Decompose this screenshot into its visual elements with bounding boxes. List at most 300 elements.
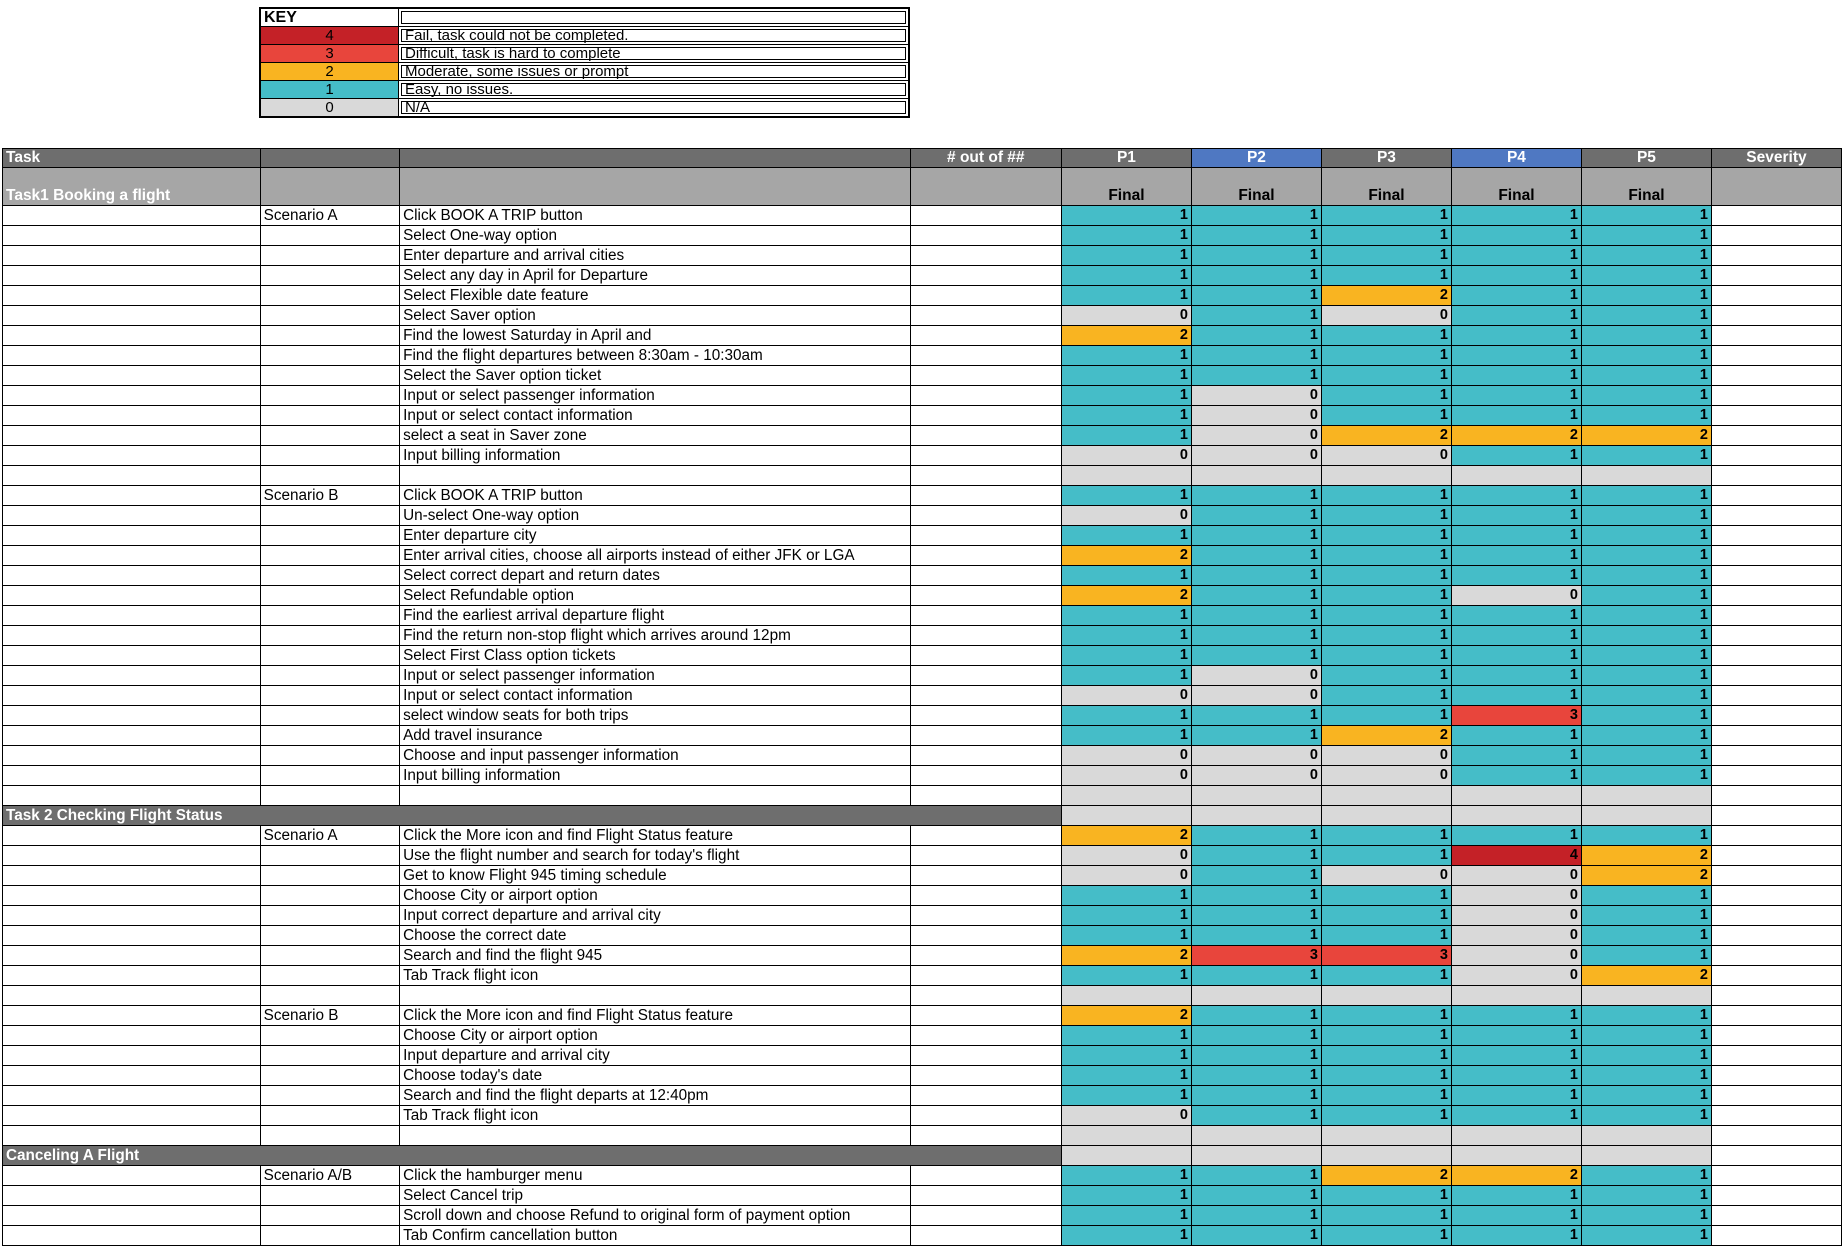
severity-cell xyxy=(1711,1206,1841,1226)
p3-score: 1 xyxy=(1321,406,1451,426)
task-cell xyxy=(3,1026,261,1046)
p1-score: 1 xyxy=(1061,366,1191,386)
scenario-label xyxy=(260,346,399,366)
blank-score-cell xyxy=(1191,1126,1321,1146)
p2-score: 0 xyxy=(1191,666,1321,686)
task-cell xyxy=(3,346,261,366)
step-label: Click the hamburger menu xyxy=(400,1166,911,1186)
p5-score: 2 xyxy=(1581,966,1711,986)
task-cell xyxy=(3,286,261,306)
p2-score: 1 xyxy=(1191,366,1321,386)
task-cell xyxy=(3,826,261,846)
p3-score: 1 xyxy=(1321,1186,1451,1206)
step-row xyxy=(3,546,1842,566)
step-label: Input or select passenger information xyxy=(400,666,911,686)
blank-cell xyxy=(400,466,911,486)
p4-score: 1 xyxy=(1451,266,1581,286)
step-row xyxy=(3,926,1842,946)
p1-score: 0 xyxy=(1061,866,1191,886)
blank-score-cell xyxy=(1451,806,1581,826)
task-cell xyxy=(3,906,261,926)
severity-cell xyxy=(1711,446,1841,466)
scenario-label xyxy=(260,926,399,946)
severity-cell xyxy=(1711,406,1841,426)
blank-score-cell xyxy=(1191,806,1321,826)
scenario-label xyxy=(260,846,399,866)
key-title-row xyxy=(260,8,909,27)
severity-cell xyxy=(1711,706,1841,726)
p1-score: 1 xyxy=(1061,1206,1191,1226)
p3-score: 1 xyxy=(1321,846,1451,866)
p4-score: 1 xyxy=(1451,406,1581,426)
spacer-row xyxy=(3,786,1842,806)
step-row xyxy=(3,1186,1842,1206)
p2-score: 0 xyxy=(1191,406,1321,426)
step-label: Input billing information xyxy=(400,446,911,466)
task-cell xyxy=(3,406,261,426)
p5-score: 1 xyxy=(1581,726,1711,746)
count-cell xyxy=(910,1026,1061,1046)
step-label: Get to know Flight 945 timing schedule xyxy=(400,866,911,886)
p1-score: 1 xyxy=(1061,526,1191,546)
scenario-label xyxy=(260,1226,399,1246)
count-cell xyxy=(910,666,1061,686)
p5-score: 1 xyxy=(1581,266,1711,286)
p4-score: 1 xyxy=(1451,1106,1581,1126)
p1-score: 0 xyxy=(1061,746,1191,766)
blank-score-cell xyxy=(1191,1146,1321,1166)
task-cell xyxy=(3,966,261,986)
p1-score: 0 xyxy=(1061,306,1191,326)
p3-score: 1 xyxy=(1321,346,1451,366)
blank-score-cell xyxy=(1061,466,1191,486)
p2-score: 1 xyxy=(1191,1086,1321,1106)
step-row xyxy=(3,866,1842,886)
p2-score: 1 xyxy=(1191,506,1321,526)
severity-cell xyxy=(1711,946,1841,966)
blank-score-cell xyxy=(1581,786,1711,806)
p5-column-header: P5 xyxy=(1581,149,1711,168)
task-cell xyxy=(3,486,261,506)
p4-score: 1 xyxy=(1451,546,1581,566)
severity-cell xyxy=(1711,366,1841,386)
key-row xyxy=(260,63,909,81)
p1-score: 1 xyxy=(1061,1026,1191,1046)
task-cell xyxy=(3,426,261,446)
count-cell xyxy=(910,1206,1061,1226)
usability-results-grid xyxy=(2,148,1842,1246)
p3-score: 1 xyxy=(1321,906,1451,926)
severity-cell xyxy=(1711,266,1841,286)
severity-cell xyxy=(1711,526,1841,546)
p3-score: 1 xyxy=(1321,606,1451,626)
p5-score: 1 xyxy=(1581,766,1711,786)
step-row xyxy=(3,1226,1842,1246)
scenario-label xyxy=(260,766,399,786)
scenario-label xyxy=(260,1046,399,1066)
p3-score: 1 xyxy=(1321,1066,1451,1086)
p1-score: 2 xyxy=(1061,1006,1191,1026)
p3-score: 0 xyxy=(1321,766,1451,786)
p3-score: 0 xyxy=(1321,746,1451,766)
step-row xyxy=(3,646,1842,666)
p3-score: 1 xyxy=(1321,386,1451,406)
p1-score: 1 xyxy=(1061,486,1191,506)
p1-column-header: P1 xyxy=(1061,149,1191,168)
p1-score: 1 xyxy=(1061,726,1191,746)
scenario-label xyxy=(260,266,399,286)
step-row xyxy=(3,266,1842,286)
step-label: Click BOOK A TRIP button xyxy=(400,206,911,226)
p1-score: 1 xyxy=(1061,346,1191,366)
p1-score: 0 xyxy=(1061,766,1191,786)
step-label: Input correct departure and arrival city xyxy=(400,906,911,926)
step-label: Choose the correct date xyxy=(400,926,911,946)
step-label: Tab Track flight icon xyxy=(400,1106,911,1126)
p4-score: 1 xyxy=(1451,1026,1581,1046)
severity-cell xyxy=(1711,826,1841,846)
p3-score: 1 xyxy=(1321,586,1451,606)
p5-final-label: Final xyxy=(1581,168,1711,206)
task-cell xyxy=(3,266,261,286)
p5-score: 1 xyxy=(1581,306,1711,326)
p4-score: 0 xyxy=(1451,866,1581,886)
count-cell xyxy=(910,606,1061,626)
step-label: Select correct depart and return dates xyxy=(400,566,911,586)
task-section-row xyxy=(3,806,1842,826)
severity-cell xyxy=(1711,966,1841,986)
blank-cell xyxy=(260,1126,399,1146)
severity-cell xyxy=(1711,426,1841,446)
step-label: Input or select passenger information xyxy=(400,386,911,406)
task-cell xyxy=(3,386,261,406)
step-row xyxy=(3,686,1842,706)
task-cell xyxy=(3,766,261,786)
p3-score: 0 xyxy=(1321,306,1451,326)
blank-score-cell xyxy=(1061,1126,1191,1146)
severity-cell xyxy=(1711,486,1841,506)
task-cell xyxy=(3,1106,261,1126)
p3-score: 1 xyxy=(1321,1106,1451,1126)
p3-score: 1 xyxy=(1321,626,1451,646)
count-cell xyxy=(910,326,1061,346)
scenario-label: Scenario A xyxy=(260,826,399,846)
scenario-label xyxy=(260,746,399,766)
column-header-row xyxy=(3,149,1842,168)
p5-score: 1 xyxy=(1581,626,1711,646)
step-label: Find the flight departures between 8:30am - 10:30am xyxy=(400,346,911,366)
step-label: Enter departure city xyxy=(400,526,911,546)
p4-score: 1 xyxy=(1451,1086,1581,1106)
p2-score: 0 xyxy=(1191,446,1321,466)
step-label: Select the Saver option ticket xyxy=(400,366,911,386)
count-cell xyxy=(910,486,1061,506)
count-cell xyxy=(910,246,1061,266)
count-cell xyxy=(910,526,1061,546)
p1-score: 1 xyxy=(1061,906,1191,926)
severity-cell xyxy=(1711,226,1841,246)
task-cell xyxy=(3,246,261,266)
p4-score: 0 xyxy=(1451,586,1581,606)
severity-cell xyxy=(1711,886,1841,906)
p4-column-header: P4 xyxy=(1451,149,1581,168)
p1-score: 1 xyxy=(1061,566,1191,586)
p4-score: 1 xyxy=(1451,666,1581,686)
key-level-description: Fail, task could not be completed. xyxy=(399,27,910,45)
p4-score: 1 xyxy=(1451,326,1581,346)
p4-score: 0 xyxy=(1451,966,1581,986)
p5-score: 1 xyxy=(1581,586,1711,606)
blank-cell xyxy=(260,466,399,486)
step-row xyxy=(3,1006,1842,1026)
severity-cell xyxy=(1711,306,1841,326)
severity-cell xyxy=(1711,666,1841,686)
step-row xyxy=(3,586,1842,606)
p3-score: 1 xyxy=(1321,966,1451,986)
scenario-label xyxy=(260,446,399,466)
severity-cell xyxy=(1711,806,1841,826)
task-cell xyxy=(3,666,261,686)
p5-score: 1 xyxy=(1581,906,1711,926)
p4-score: 1 xyxy=(1451,246,1581,266)
severity-cell xyxy=(1711,906,1841,926)
p4-score: 1 xyxy=(1451,506,1581,526)
scenario-label xyxy=(260,1206,399,1226)
step-label: Select Refundable option xyxy=(400,586,911,606)
blank-cell xyxy=(3,466,261,486)
blank-cell xyxy=(910,986,1061,1006)
p4-score: 3 xyxy=(1451,706,1581,726)
scenario-label: Scenario B xyxy=(260,1006,399,1026)
step-label: Input departure and arrival city xyxy=(400,1046,911,1066)
step-row xyxy=(3,766,1842,786)
p5-score: 1 xyxy=(1581,1006,1711,1026)
scenario-label xyxy=(260,946,399,966)
count-cell xyxy=(910,446,1061,466)
p5-score: 1 xyxy=(1581,946,1711,966)
step-row xyxy=(3,226,1842,246)
p1-score: 1 xyxy=(1061,266,1191,286)
p1-score: 1 xyxy=(1061,1066,1191,1086)
step-label: Click the More icon and find Flight Status feature xyxy=(400,826,911,846)
spacer-row xyxy=(3,1126,1842,1146)
step-label: Select First Class option tickets xyxy=(400,646,911,666)
p5-score: 1 xyxy=(1581,226,1711,246)
p1-score: 1 xyxy=(1061,226,1191,246)
step-label: Choose City or airport option xyxy=(400,886,911,906)
severity-cell xyxy=(1711,326,1841,346)
p1-score: 1 xyxy=(1061,1186,1191,1206)
p5-score: 1 xyxy=(1581,646,1711,666)
scenario-label xyxy=(260,646,399,666)
scenario-label xyxy=(260,606,399,626)
blank-score-cell xyxy=(1321,1146,1451,1166)
p5-score: 1 xyxy=(1581,1086,1711,1106)
p2-score: 1 xyxy=(1191,1166,1321,1186)
p1-score: 2 xyxy=(1061,326,1191,346)
task-cell xyxy=(3,226,261,246)
p3-score: 3 xyxy=(1321,946,1451,966)
count-cell xyxy=(910,886,1061,906)
p1-score: 1 xyxy=(1061,886,1191,906)
step-row xyxy=(3,1046,1842,1066)
scenario-label xyxy=(260,426,399,446)
count-cell xyxy=(910,506,1061,526)
p4-score: 1 xyxy=(1451,626,1581,646)
step-label: Input or select contact information xyxy=(400,686,911,706)
blank-cell xyxy=(400,786,911,806)
count-cell xyxy=(910,266,1061,286)
p2-score: 1 xyxy=(1191,926,1321,946)
p1-score: 1 xyxy=(1061,606,1191,626)
p4-score: 1 xyxy=(1451,1046,1581,1066)
step-row xyxy=(3,386,1842,406)
severity-cell xyxy=(1711,386,1841,406)
step-row xyxy=(3,206,1842,226)
scenario-label xyxy=(260,626,399,646)
p2-score: 1 xyxy=(1191,866,1321,886)
p1-score: 0 xyxy=(1061,446,1191,466)
step-row xyxy=(3,846,1842,866)
p1-score: 1 xyxy=(1061,1046,1191,1066)
task-title: Canceling A Flight xyxy=(3,1146,1062,1166)
blank-score-cell xyxy=(1321,986,1451,1006)
p5-score: 1 xyxy=(1581,1166,1711,1186)
blank-cell xyxy=(260,786,399,806)
count-cell xyxy=(910,226,1061,246)
step-label: Tab Confirm cancellation button xyxy=(400,1226,911,1246)
count-cell xyxy=(910,366,1061,386)
blank-cell xyxy=(910,1126,1061,1146)
severity-cell xyxy=(1711,1106,1841,1126)
p2-score: 1 xyxy=(1191,586,1321,606)
step-label: Find the return non-stop flight which arrives around 12pm xyxy=(400,626,911,646)
p4-score: 1 xyxy=(1451,526,1581,546)
p5-score: 1 xyxy=(1581,926,1711,946)
severity-cell xyxy=(1711,1146,1841,1166)
count-cell xyxy=(910,966,1061,986)
scenario-label xyxy=(260,366,399,386)
p3-score: 1 xyxy=(1321,486,1451,506)
key-level-description: Difficult, task is hard to complete xyxy=(399,45,910,63)
p4-score: 1 xyxy=(1451,566,1581,586)
p3-score: 2 xyxy=(1321,426,1451,446)
step-label: Select Cancel trip xyxy=(400,1186,911,1206)
severity-cell xyxy=(1711,1006,1841,1026)
count-cell xyxy=(910,846,1061,866)
key-row xyxy=(260,27,909,45)
key-row xyxy=(260,99,909,118)
count-cell xyxy=(910,946,1061,966)
p2-score: 1 xyxy=(1191,1026,1321,1046)
p3-column-header: P3 xyxy=(1321,149,1451,168)
subheader-blank xyxy=(910,168,1061,206)
p5-score: 1 xyxy=(1581,886,1711,906)
p3-score: 1 xyxy=(1321,1226,1451,1246)
p4-score: 1 xyxy=(1451,746,1581,766)
step-label: Search and find the flight departs at 12:40pm xyxy=(400,1086,911,1106)
blank-score-cell xyxy=(1451,466,1581,486)
step-row xyxy=(3,526,1842,546)
step-label: Enter departure and arrival cities xyxy=(400,246,911,266)
step-label: Choose today's date xyxy=(400,1066,911,1086)
task-cell xyxy=(3,446,261,466)
step-label: Add travel insurance xyxy=(400,726,911,746)
step-label: Select One-way option xyxy=(400,226,911,246)
p5-score: 1 xyxy=(1581,1206,1711,1226)
task-cell xyxy=(3,946,261,966)
p5-score: 2 xyxy=(1581,426,1711,446)
p4-score: 0 xyxy=(1451,906,1581,926)
p3-score: 1 xyxy=(1321,206,1451,226)
p3-score: 1 xyxy=(1321,1006,1451,1026)
p4-score: 1 xyxy=(1451,1186,1581,1206)
p5-score: 1 xyxy=(1581,686,1711,706)
step-row xyxy=(3,1206,1842,1226)
severity-cell xyxy=(1711,786,1841,806)
scenario-label xyxy=(260,906,399,926)
task-cell xyxy=(3,526,261,546)
p1-score: 1 xyxy=(1061,666,1191,686)
scenario-label: Scenario B xyxy=(260,486,399,506)
scenario-label xyxy=(260,1086,399,1106)
p3-score: 1 xyxy=(1321,366,1451,386)
key-row xyxy=(260,45,909,63)
p4-score: 1 xyxy=(1451,686,1581,706)
scenario-label xyxy=(260,1106,399,1126)
count-cell xyxy=(910,646,1061,666)
task-title: Task 2 Checking Flight Status xyxy=(3,806,1062,826)
severity-cell xyxy=(1711,1026,1841,1046)
p2-score: 0 xyxy=(1191,766,1321,786)
scenario-label xyxy=(260,326,399,346)
step-row xyxy=(3,326,1842,346)
p3-score: 1 xyxy=(1321,326,1451,346)
blank-score-cell xyxy=(1321,806,1451,826)
blank-score-cell xyxy=(1581,986,1711,1006)
p3-score: 1 xyxy=(1321,246,1451,266)
p2-column-header: P2 xyxy=(1191,149,1321,168)
p2-score: 1 xyxy=(1191,226,1321,246)
step-row xyxy=(3,286,1842,306)
step-row xyxy=(3,946,1842,966)
count-cell xyxy=(910,1106,1061,1126)
scenario-label xyxy=(260,286,399,306)
p2-score: 0 xyxy=(1191,426,1321,446)
severity-cell xyxy=(1711,686,1841,706)
step-row xyxy=(3,886,1842,906)
step-row xyxy=(3,726,1842,746)
severity-cell xyxy=(1711,926,1841,946)
key-title: KEY xyxy=(260,8,399,27)
step-row xyxy=(3,246,1842,266)
blank-cell xyxy=(260,986,399,1006)
scenario-label xyxy=(260,246,399,266)
p2-score: 1 xyxy=(1191,646,1321,666)
count-cell xyxy=(910,686,1061,706)
p1-score: 1 xyxy=(1061,1226,1191,1246)
p5-score: 2 xyxy=(1581,846,1711,866)
step-row xyxy=(3,1106,1842,1126)
blank-score-cell xyxy=(1061,1146,1191,1166)
task-cell xyxy=(3,706,261,726)
count-column-header: # out of ## xyxy=(910,149,1061,168)
p3-score: 1 xyxy=(1321,546,1451,566)
p3-score: 1 xyxy=(1321,666,1451,686)
step-label: Input billing information xyxy=(400,766,911,786)
task-cell xyxy=(3,926,261,946)
p3-score: 1 xyxy=(1321,826,1451,846)
